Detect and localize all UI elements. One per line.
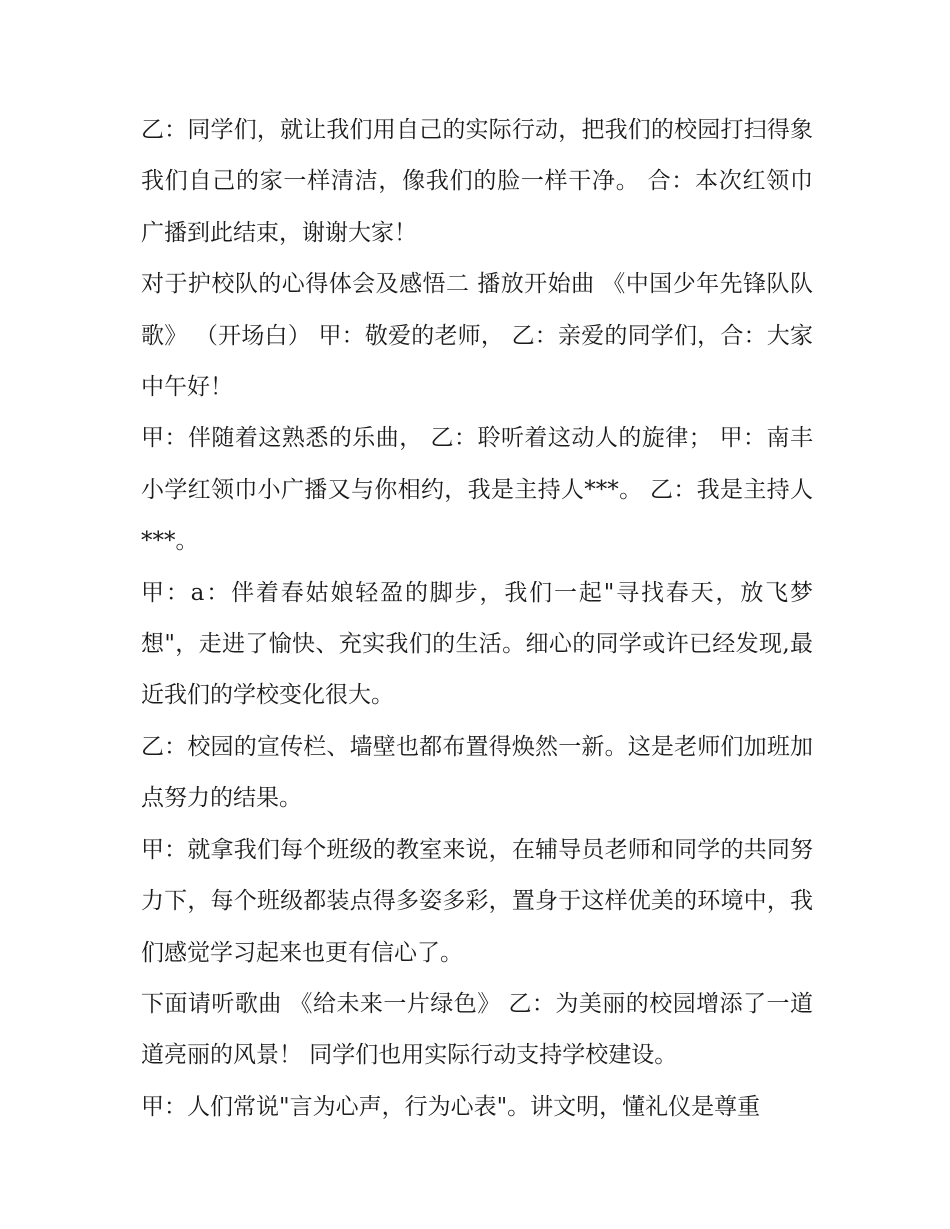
- paragraph-1: 乙：同学们，就让我们用自己的实际行动，把我们的校园打扫得象我们自己的家一样清洁，像我们的脸一样干净。 合：本次红领巾广播到此结束，谢谢大家！: [141, 117, 813, 246]
- paragraph-4: 甲：a：伴着春姑娘轻盈的脚步，我们一起"寻找春天，放飞梦想"，走进了愉快、充实我们的生活。细心的同学或许已经发现,最近我们的学校变化很大。: [141, 579, 813, 709]
- paragraph-6: 甲：就拿我们每个班级的教室来说，在辅导员老师和同学的共同努力下，每个班级都装点得多姿多彩，置身于这样优美的环境中，我们感觉学习起来也更有信心了。: [141, 836, 813, 966]
- paragraph-5: 乙：校园的宣传栏、墙壁也都布置得焕然一新。这是老师们加班加点努力的结果。: [141, 733, 813, 812]
- document-body: [141, 105, 813, 1133]
- paragraph-3: 甲：伴随着这熟悉的乐曲， 乙：聆听着这动人的旋律； 甲：南丰小学红领巾小广播又与你相约，我是主持人***。 乙：我是主持人***。: [141, 425, 813, 555]
- paragraph-2: 对于护校队的心得体会及感悟二 播放开始曲 《中国少年先锋队队歌》 （开场白） 甲：敬爱的老师， 乙：亲爱的同学们，合：大家中午好！: [141, 271, 813, 401]
- paragraph-7: 下面请听歌曲 《给未来一片绿色》 乙：为美丽的校园增添了一道道亮丽的风景！ 同学们也用实际行动支持学校建设。: [141, 990, 813, 1069]
- paragraph-8: 甲：人们常说"言为心声，行为心表"。讲文明，懂礼仪是尊重: [141, 1093, 761, 1120]
